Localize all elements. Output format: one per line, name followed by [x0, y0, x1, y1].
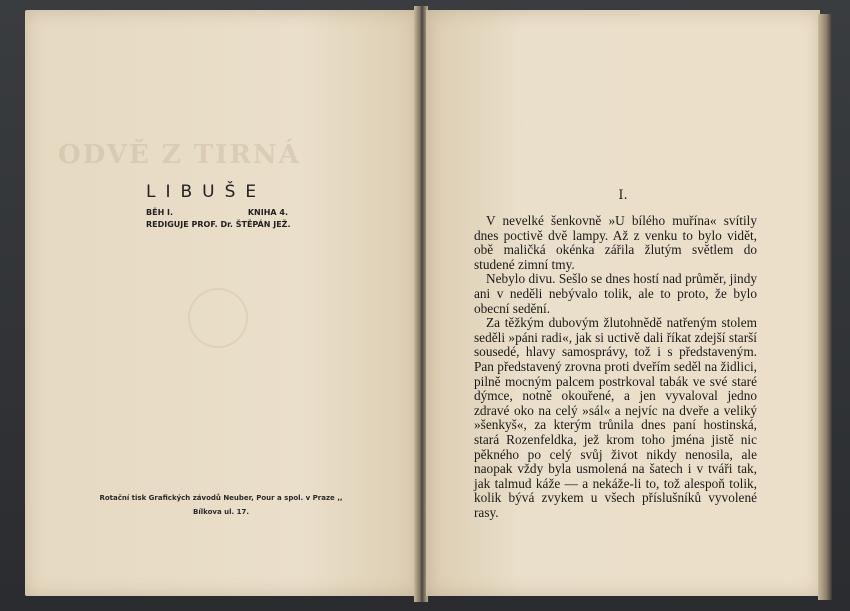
show-through-text: ODVĚ Z TIRNÁ	[58, 140, 301, 170]
imprint-line-2: Bílkova ul. 17.	[192, 508, 249, 516]
paragraph: Nebylo divu. Sešlo se dnes hostí nad průměr, jindy ani v neděli nebývalo tolik, ale to proto, že bylo obecní sedění.	[474, 271, 757, 316]
page-edges	[818, 14, 832, 600]
run-label: BĚH I.	[146, 208, 174, 217]
imprint-line-1: Rotační tisk Grafických závodů Neuber, Pour a spol. v Praze ,,	[99, 494, 343, 502]
editor-line: REDIGUJE PROF. Dr. ŠTĚPÁN JEŽ.	[146, 220, 291, 229]
run-book-row	[146, 208, 288, 217]
series-block	[146, 182, 306, 229]
body-text	[474, 214, 757, 520]
chapter-number: I.	[618, 188, 628, 203]
paragraph: Za těžkým dubovým žlutohnědě natřeným stolem seděli »páni radi«, jak si uctivě dali říkat zdejší starší sousedé, hlavy samosprávy, tož i s představeným. Pan představený zrovna proti dveřím seděl na židlici, pilně mocným palcem postrkoval tabák ve své staré dýmce, notně okouřené, a jen vyvaloval jedno zdravé oko na celý »sál« a nejvíc na dveře a veliký »šenkyš«, za kterým trůnila dnes paní hostinská, stará Rozenfeldka, jež krom toho jména jistě nic pěkného po celý svůj život nikdy nenosila, ale naopak vždy byla usmolená na šatech i v tváři tak, jak talmud káže — a nekáže-li to, tož alespoň tolik, kolik bývá zvykem u všech příslušníků vyvolené rasy.	[474, 315, 757, 520]
printer-imprint	[86, 491, 356, 519]
show-through-emblem	[188, 288, 248, 348]
paragraph: V nevelké šenkovně »U bílého muřína« svítily dnes poctivě dvě lampy. Až z venku to bylo vidět, obě maličká okénka zářila žlutým světlem do studené zimní tmy.	[474, 213, 757, 272]
book-label: KNIHA 4.	[247, 208, 288, 217]
series-name: LIBUŠE	[146, 182, 267, 202]
